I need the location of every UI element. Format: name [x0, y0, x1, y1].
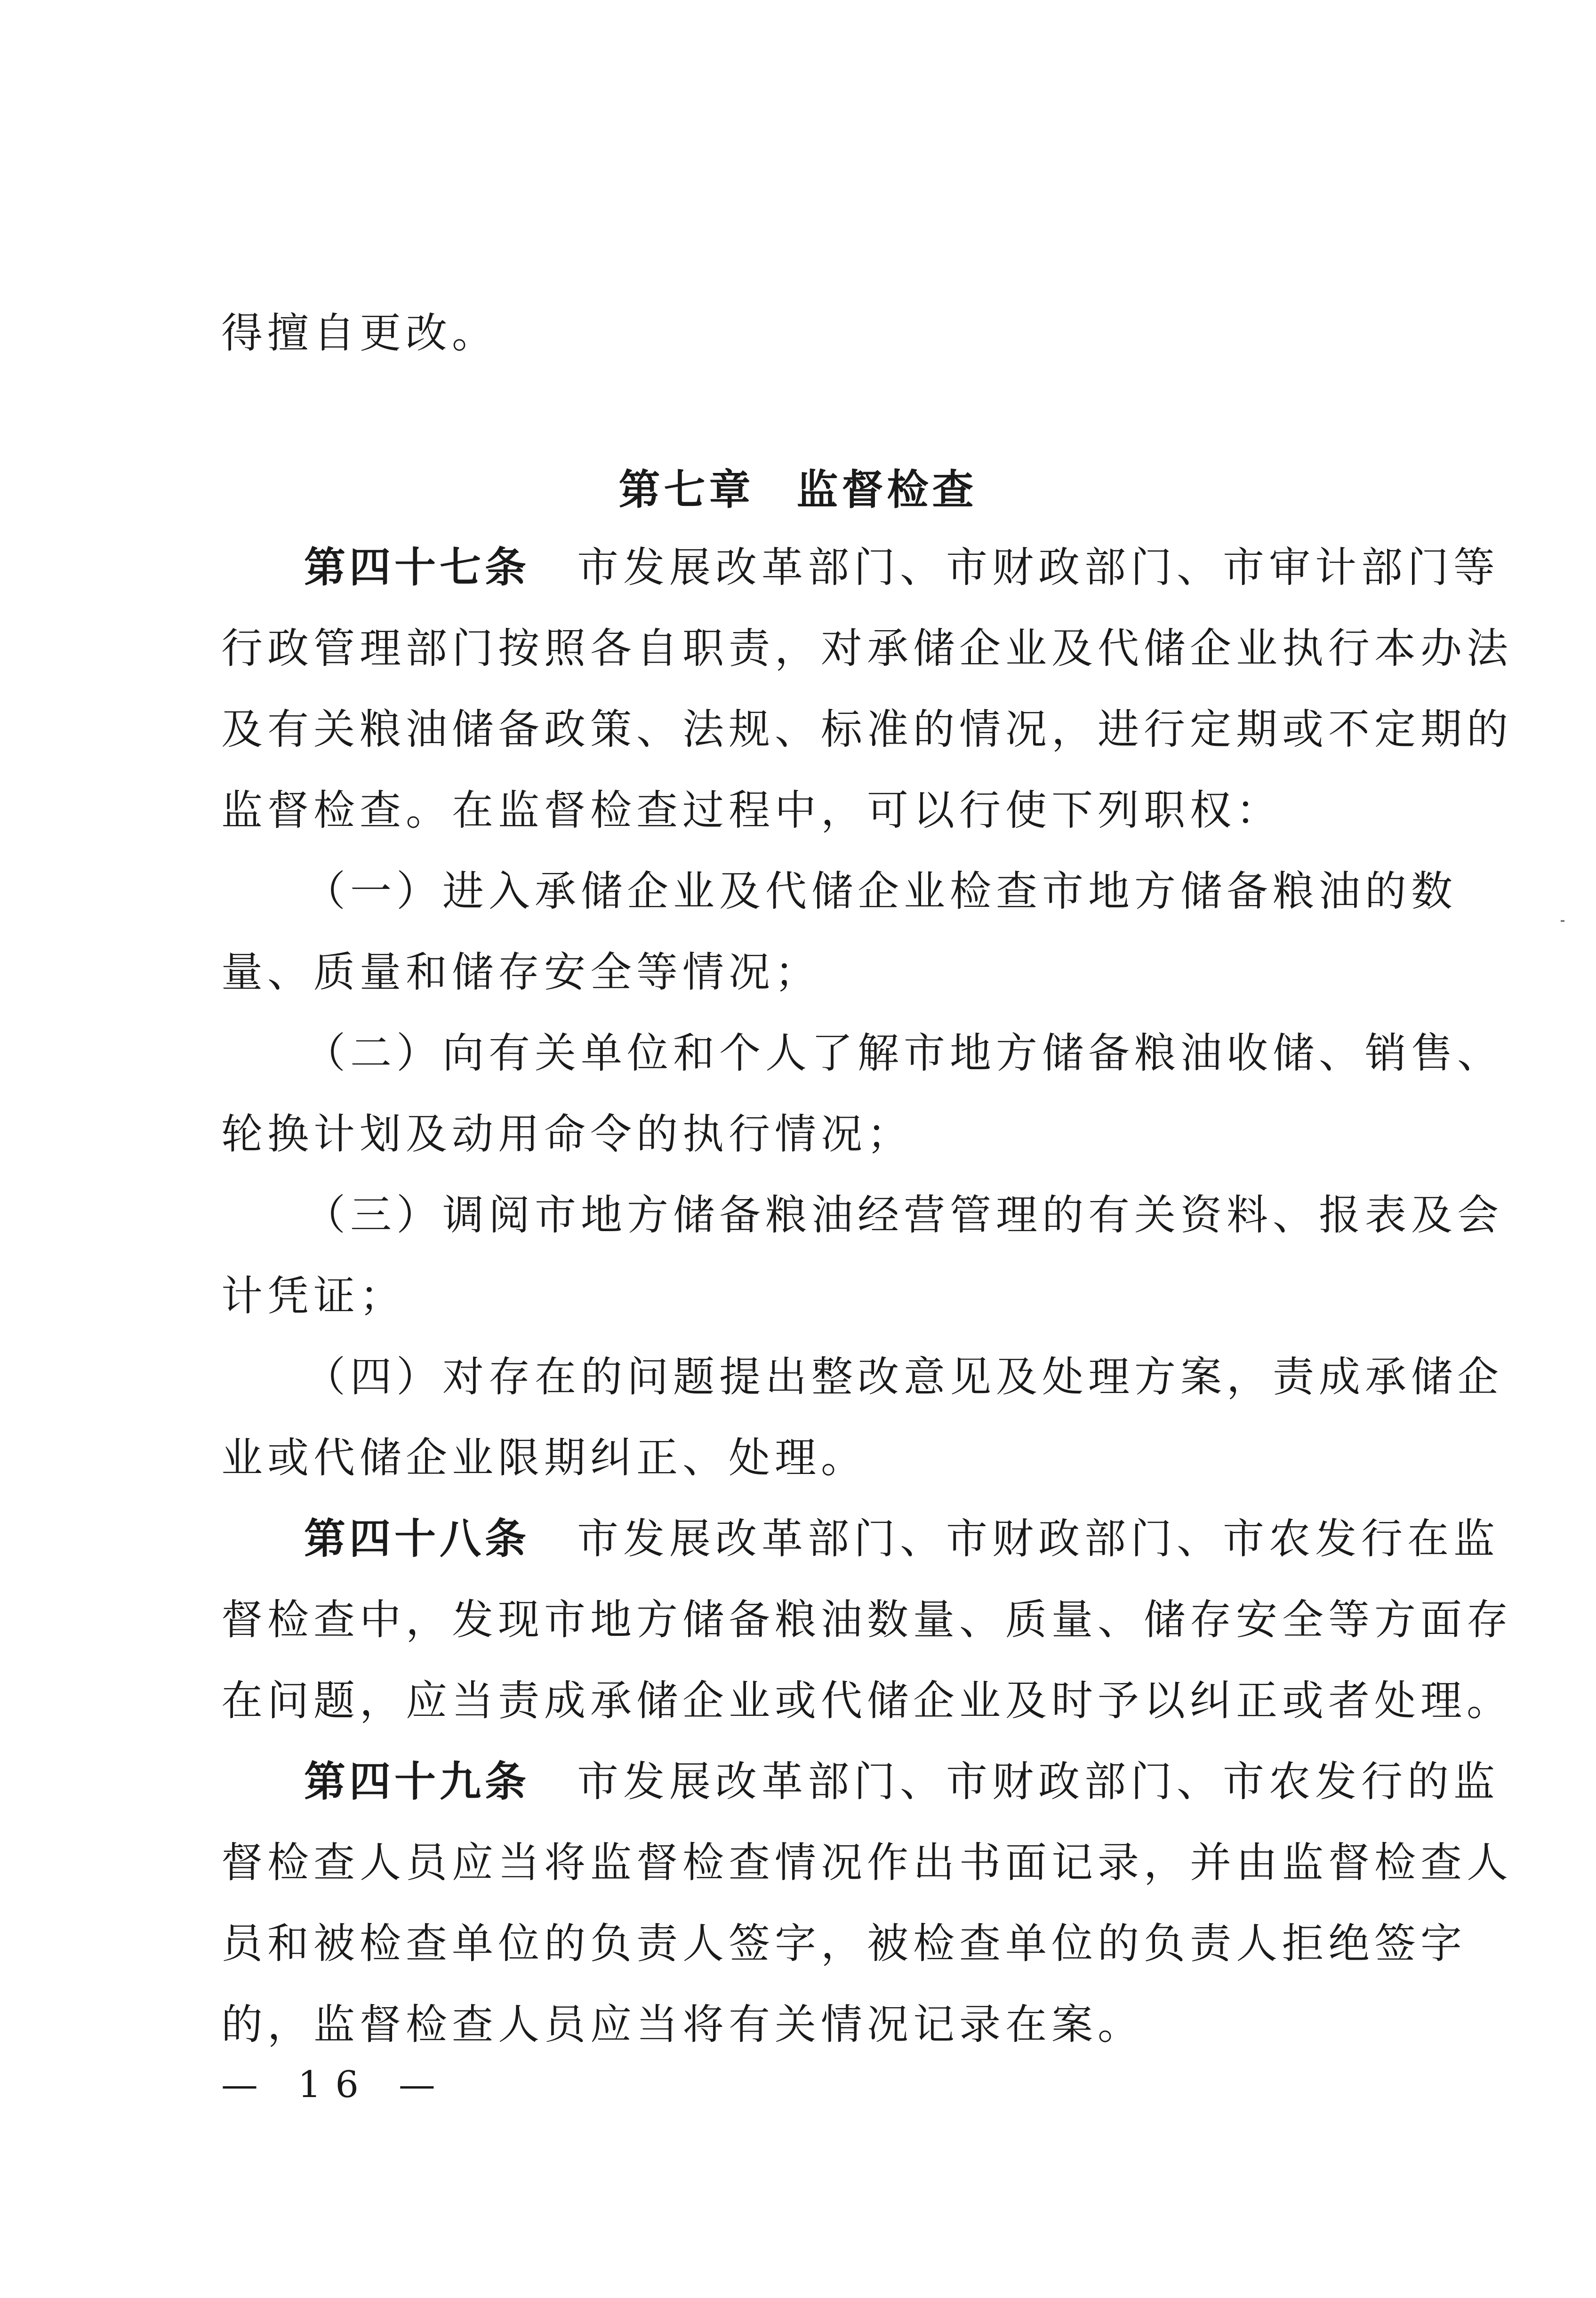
article-line — [221, 1741, 1500, 1822]
body-text — [221, 527, 1513, 2065]
article-line: 及有关粮油储备政策、法规、标准的情况，进行定期或不定期的 — [221, 705, 1513, 753]
page-number: — 16 — — [221, 2064, 449, 2106]
item-line: 轮换计划及动用命令的执行情况； — [221, 1110, 914, 1158]
article-47 — [221, 527, 1513, 1498]
scan-mark — [1561, 920, 1564, 922]
item-line: （二）向有关单位和个人了解市地方储备粮油收储、销售、 — [304, 1029, 1504, 1077]
article-line: 监督检查。在监督检查过程中，可以行使下列职权： — [221, 786, 1283, 834]
item-line: （四）对存在的问题提出整改意见及处理方案，责成承储企 — [304, 1353, 1504, 1401]
article-number: 第四十八条 — [304, 1514, 530, 1563]
article-line — [221, 1498, 1500, 1579]
continuation-line: 得擅自更改。 — [221, 309, 498, 357]
article-text: 市发展改革部门、市财政部门、市农发行在监 — [577, 1514, 1500, 1563]
item-line: （一）进入承储企业及代储企业检查市地方储备粮油的数 — [304, 867, 1458, 915]
item-line: 业或代储企业限期纠正、处理。 — [221, 1433, 867, 1482]
article-number: 第四十九条 — [304, 1757, 530, 1806]
article-48 — [221, 1498, 1513, 1741]
article-49 — [221, 1741, 1513, 2065]
article-line: 行政管理部门按照各自职责，对承储企业及代储企业执行本办法 — [221, 624, 1513, 673]
article-number: 第四十七条 — [304, 543, 530, 592]
article-line: 督检查中，发现市地方储备粮油数量、质量、储存安全等方面存 — [221, 1595, 1513, 1644]
item-line: （三）调阅市地方储备粮油经营管理的有关资料、报表及会 — [304, 1191, 1504, 1239]
article-line: 员和被检查单位的负责人签字，被检查单位的负责人拒绝签字 — [221, 1919, 1467, 1968]
article-line: 督检查人员应当将监督检查情况作出书面记录，并由监督检查人 — [221, 1838, 1513, 1887]
article-line — [221, 527, 1500, 608]
item-line: 量、质量和储存安全等情况； — [221, 948, 821, 996]
article-text: 市发展改革部门、市财政部门、市审计部门等 — [577, 543, 1500, 592]
chapter-title: 监督检查 — [796, 465, 978, 514]
article-text: 市发展改革部门、市财政部门、市农发行的监 — [577, 1757, 1500, 1806]
continuation-text — [221, 293, 1388, 374]
article-line: 的，监督检查人员应当将有关情况记录在案。 — [221, 2000, 1144, 2049]
chapter-heading — [0, 449, 1596, 530]
chapter-number: 第七章 — [618, 465, 754, 514]
article-line: 在问题，应当责成承储企业或代储企业及时予以纠正或者处理。 — [221, 1676, 1513, 1725]
item-line: 计凭证； — [221, 1272, 406, 1320]
